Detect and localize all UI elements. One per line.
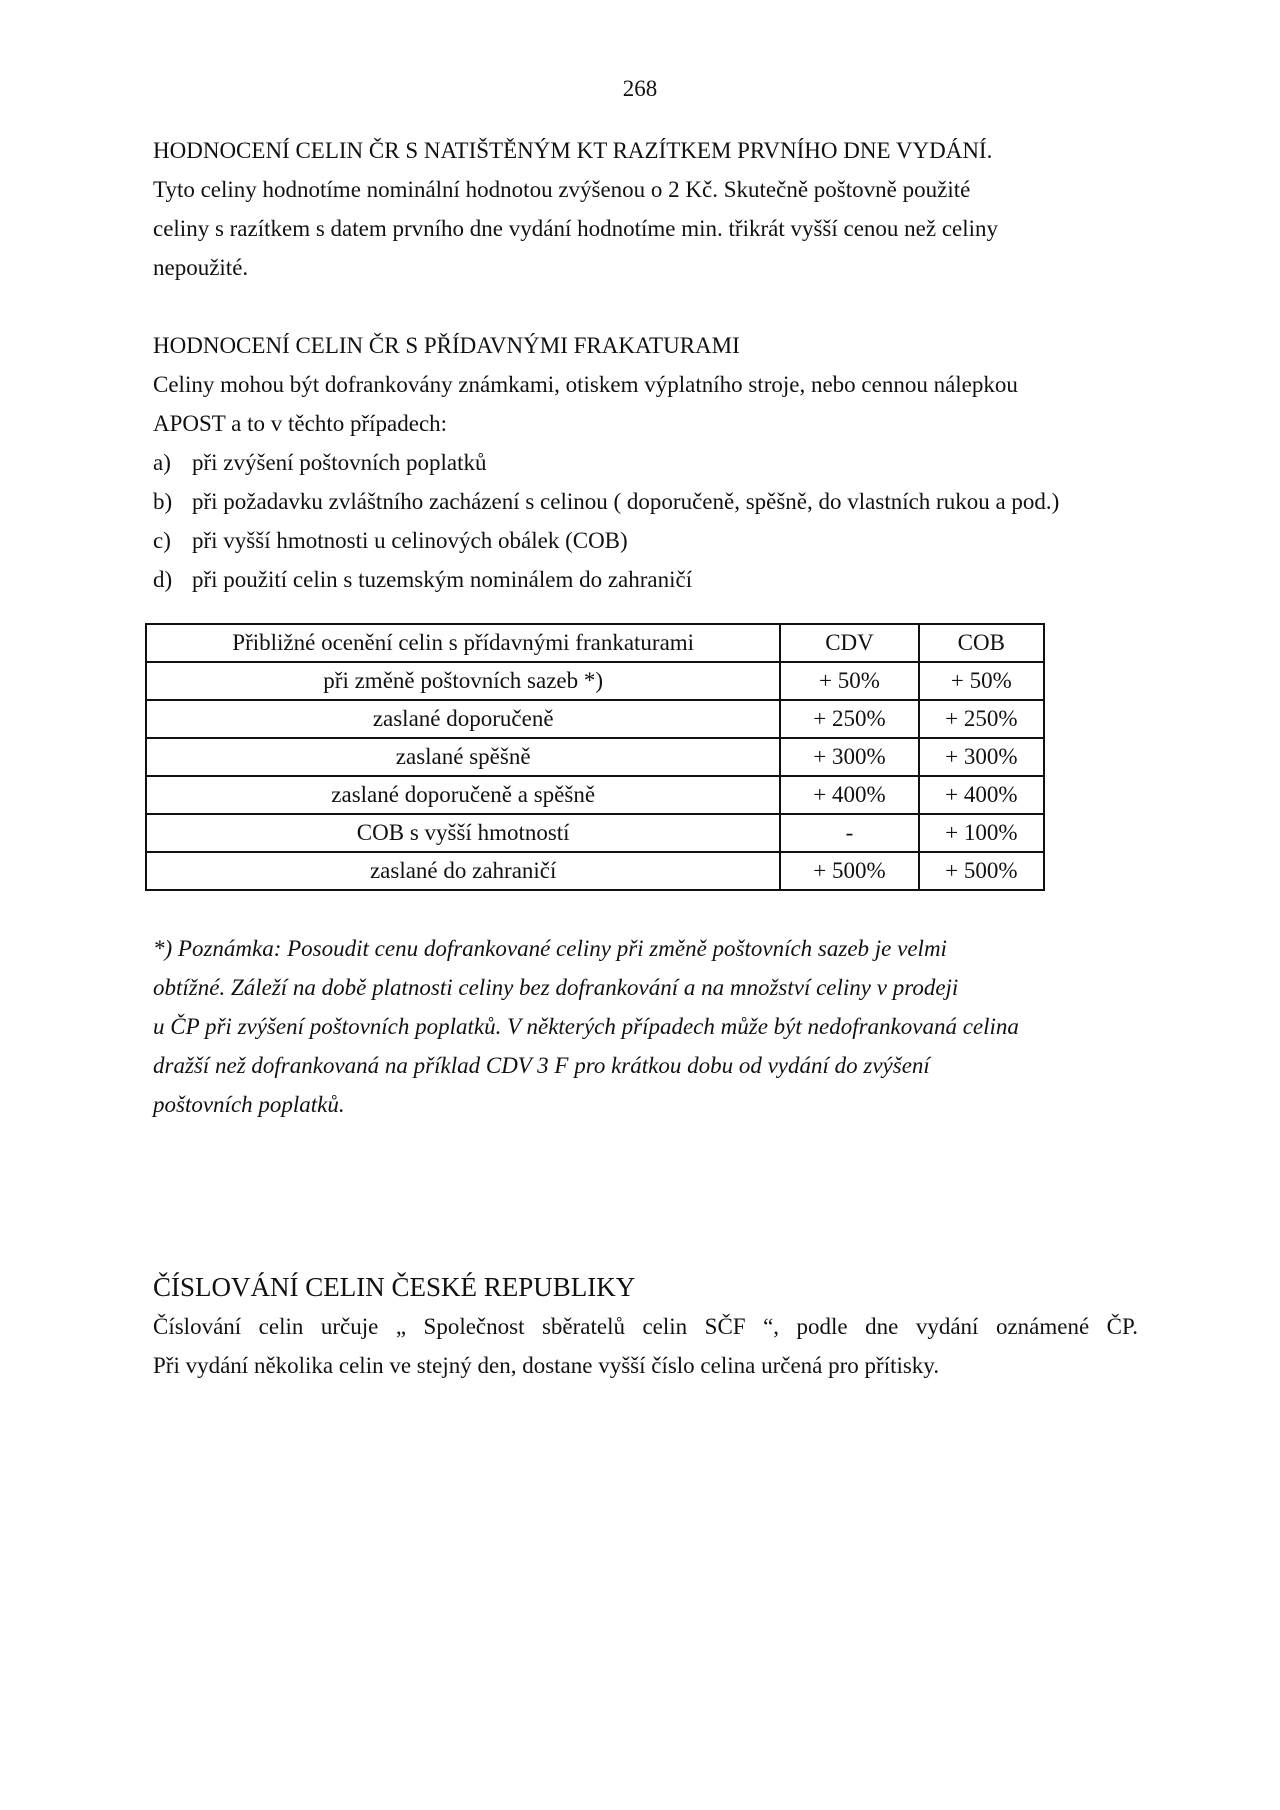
list-marker: c) [153,528,171,553]
paragraph-line: nepoužité. [153,255,249,280]
footnote [153,929,1138,1124]
list-item-text: při použití celin s tuzemským nominálem do zahraničí [192,567,693,592]
footnote-line: u ČP při zvýšení poštovních poplatků. V některých případech může být nedofrankovaná celina [153,1014,1019,1039]
table-cell: při změně poštovních sazeb *) [146,662,780,700]
list-marker: a) [153,450,171,475]
table-cell: zaslané doporučeně [146,700,780,738]
table-row [146,738,1044,776]
spacer [153,287,1138,326]
list-marker: d) [153,567,173,592]
table-header-cell: CDV [780,624,918,662]
table-cell: - [780,814,918,852]
footnote-line: dražší než dofrankovaná na příklad CDV 3 F pro krátkou dobu od vydání do zvýšení [153,1053,930,1078]
table-cell: + 100% [919,814,1044,852]
table-header-cell: Přibližné ocenění celin s přídavnými frankaturami [146,624,780,662]
table-cell: + 400% [919,776,1044,814]
table-cell: zaslané doporučeně a spěšně [146,776,780,814]
list-item-text: při vyšší hmotnosti u celinových obálek (COB) [192,528,628,553]
paragraph-line: Číslování celin určuje „ Společnost sběratelů celin SČF “, podle dne vydání oznámené ČP. [153,1314,1138,1339]
table-cell: + 250% [780,700,918,738]
cases-list [153,443,1138,599]
section-heading-first-day: HODNOCENÍ CELIN ČR S NATIŠTĚNÝM KT RAZÍTKEM PRVNÍHO DNE VYDÁNÍ. [153,138,993,163]
table-cell: + 50% [919,662,1044,700]
table-cell: zaslané do zahraničí [146,852,780,890]
table-cell: zaslané spěšně [146,738,780,776]
list-item [153,560,1138,599]
table-row [146,814,1044,852]
table-row [146,662,1044,700]
list-item-text: při požadavku zvláštního zacházení s celinou ( doporučeně, spěšně, do vlastních rukou a pod.) [192,489,1060,514]
table-cell: + 500% [919,852,1044,890]
table-row [146,776,1044,814]
list-item [153,482,1138,521]
list-item [153,521,1138,560]
footnote-line: poštovních poplatků. [153,1092,345,1117]
paragraph-line: Celiny mohou být dofrankovány známkami, otiskem výplatního stroje, nebo cennou nálepkou [153,372,1018,397]
table-row [146,700,1044,738]
table-cell: + 500% [780,852,918,890]
list-item-text: při zvýšení poštovních poplatků [192,450,487,475]
table-cell: + 400% [780,776,918,814]
list-item [153,443,1138,482]
table-header-row [146,624,1044,662]
footnote-line: obtížné. Záleží na době platnosti celiny bez dofrankování a na množství celiny v prodeji [153,975,959,1000]
table-cell: + 50% [780,662,918,700]
section-heading-frankings: HODNOCENÍ CELIN ČR S PŘÍDAVNÝMI FRAKATURAMI [153,333,740,358]
paragraph-line: celiny s razítkem s datem prvního dne vydání hodnotíme min. třikrát vyšší cenou než celiny [153,216,999,241]
table-row [146,852,1044,890]
footnote-line: *) Poznámka: Posoudit cenu dofrankované celiny při změně poštovních sazeb je velmi [153,936,947,961]
document-body [153,131,1138,1385]
table-cell: + 300% [780,738,918,776]
pricing-table [145,623,1045,891]
table-cell: + 300% [919,738,1044,776]
table-header-cell: COB [919,624,1044,662]
paragraph-line: Při vydání několika celin ve stejný den, dostane vyšší číslo celina určená pro přítisky. [153,1353,940,1378]
table-cell: COB s vyšší hmotností [146,814,780,852]
paragraph-line: APOST a to v těchto případech: [153,411,448,436]
section-heading-numbering: ČÍSLOVÁNÍ CELIN ČESKÉ REPUBLIKY [153,1272,636,1302]
list-marker: b) [153,489,173,514]
page-number: 268 [622,76,658,101]
table-cell: + 250% [919,700,1044,738]
paragraph-line: Tyto celiny hodnotíme nominální hodnotou zvýšenou o 2 Kč. Skutečně poštovně použité [153,177,971,202]
